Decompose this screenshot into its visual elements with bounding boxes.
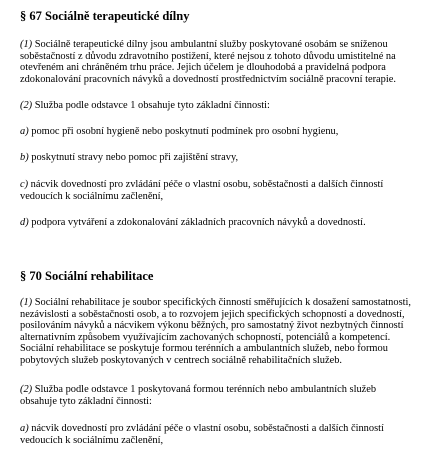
section-70-paragraph-1: [20, 297, 440, 367]
section-70-item-a: [20, 423, 440, 446]
paragraph-text: soběstačností z důvodu zdravotního postižení, které nejsou z tohoto důvodu umistitelné na: [20, 50, 396, 62]
item-letter: b): [20, 152, 29, 163]
paragraph-text: Sociálně terapeutické dílny jsou ambulantní služby poskytované osobám se sníženou: [32, 39, 388, 50]
item-text: nácvik dovedností pro zvládání péče o vlastní osobu, soběstačnosti a dalších činností: [28, 423, 384, 434]
section-67-item-a: [20, 126, 440, 138]
paragraph-text: zdokonalování pracovních návyků a dovedností prostřednictvím sociálně pracovní terapie.: [20, 73, 396, 85]
item-text: vedoucích k sociálnímu začlenění,: [20, 434, 164, 446]
item-text: podpora vytváření a zdokonalování základních pracovních návyků a dovedností.: [28, 217, 366, 228]
paragraph-text: otevřeném ani chráněném trhu práce. Jejich účelem je dlouhodobá a pravidelná podpora: [20, 62, 386, 74]
paragraph-number: (1): [20, 297, 33, 308]
paragraph-text: Služba podle odstavce 1 poskytovaná formou terénních nebo ambulantních služeb: [32, 384, 377, 395]
item-letter: c): [20, 179, 29, 190]
section-67-heading: § 67 Sociálně terapeutické dílny: [20, 9, 190, 23]
paragraph-text: Sociální rehabilitace se poskytuje formou terénních a ambulantních služeb, nebo formou: [20, 343, 388, 355]
paragraph-text: pobytových služeb poskytovaných v centrech sociálně rehabilitačních služeb.: [20, 354, 343, 366]
paragraph-text: posilováním návyků a nácvikem výkonu běžných, pro samostatný život nezbytných činností: [20, 320, 404, 332]
paragraph-number: (1): [20, 39, 33, 50]
paragraph-text: nezávislosti a soběstačnosti osob, a to rozvojem jejich specifických schopností a dovedností,: [20, 308, 405, 320]
item-text: nácvik dovedností pro zvládání péče o vlastní osobu, soběstačnosti a dalších činností: [28, 179, 384, 190]
paragraph-text: Služba podle odstavce 1 obsahuje tyto základní činnosti:: [32, 100, 270, 111]
section-70-paragraph-2: [20, 384, 440, 407]
item-text: pomoc při osobní hygieně nebo poskytnutí podmínek pro osobní hygienu,: [28, 126, 339, 137]
item-letter: a): [20, 126, 29, 137]
section-70-heading: § 70 Sociální rehabilitace: [20, 269, 154, 283]
item-letter: d): [20, 217, 29, 228]
item-letter: a): [20, 423, 29, 434]
paragraph-text: alternativním způsobem využívajícím zachovaných schopností, potenciálů a kompetencí.: [20, 331, 391, 343]
section-67-item-d: [20, 217, 440, 229]
section-67-paragraph-2: [20, 100, 440, 112]
section-67-paragraph-1: [20, 39, 440, 85]
section-67-item-b: [20, 152, 440, 164]
paragraph-text: obsahuje tyto základní činnosti:: [20, 395, 152, 407]
section-67-item-c: [20, 179, 440, 202]
item-text: poskytnutí stravy nebo pomoc při zajištění stravy,: [28, 152, 239, 163]
paragraph-number: (2): [20, 384, 33, 395]
item-text: vedoucích k sociálnímu začlenění,: [20, 190, 164, 202]
paragraph-number: (2): [20, 100, 33, 111]
paragraph-text: Sociální rehabilitace je soubor specifických činností směřujících k dosažení samostatnosti,: [32, 297, 411, 308]
